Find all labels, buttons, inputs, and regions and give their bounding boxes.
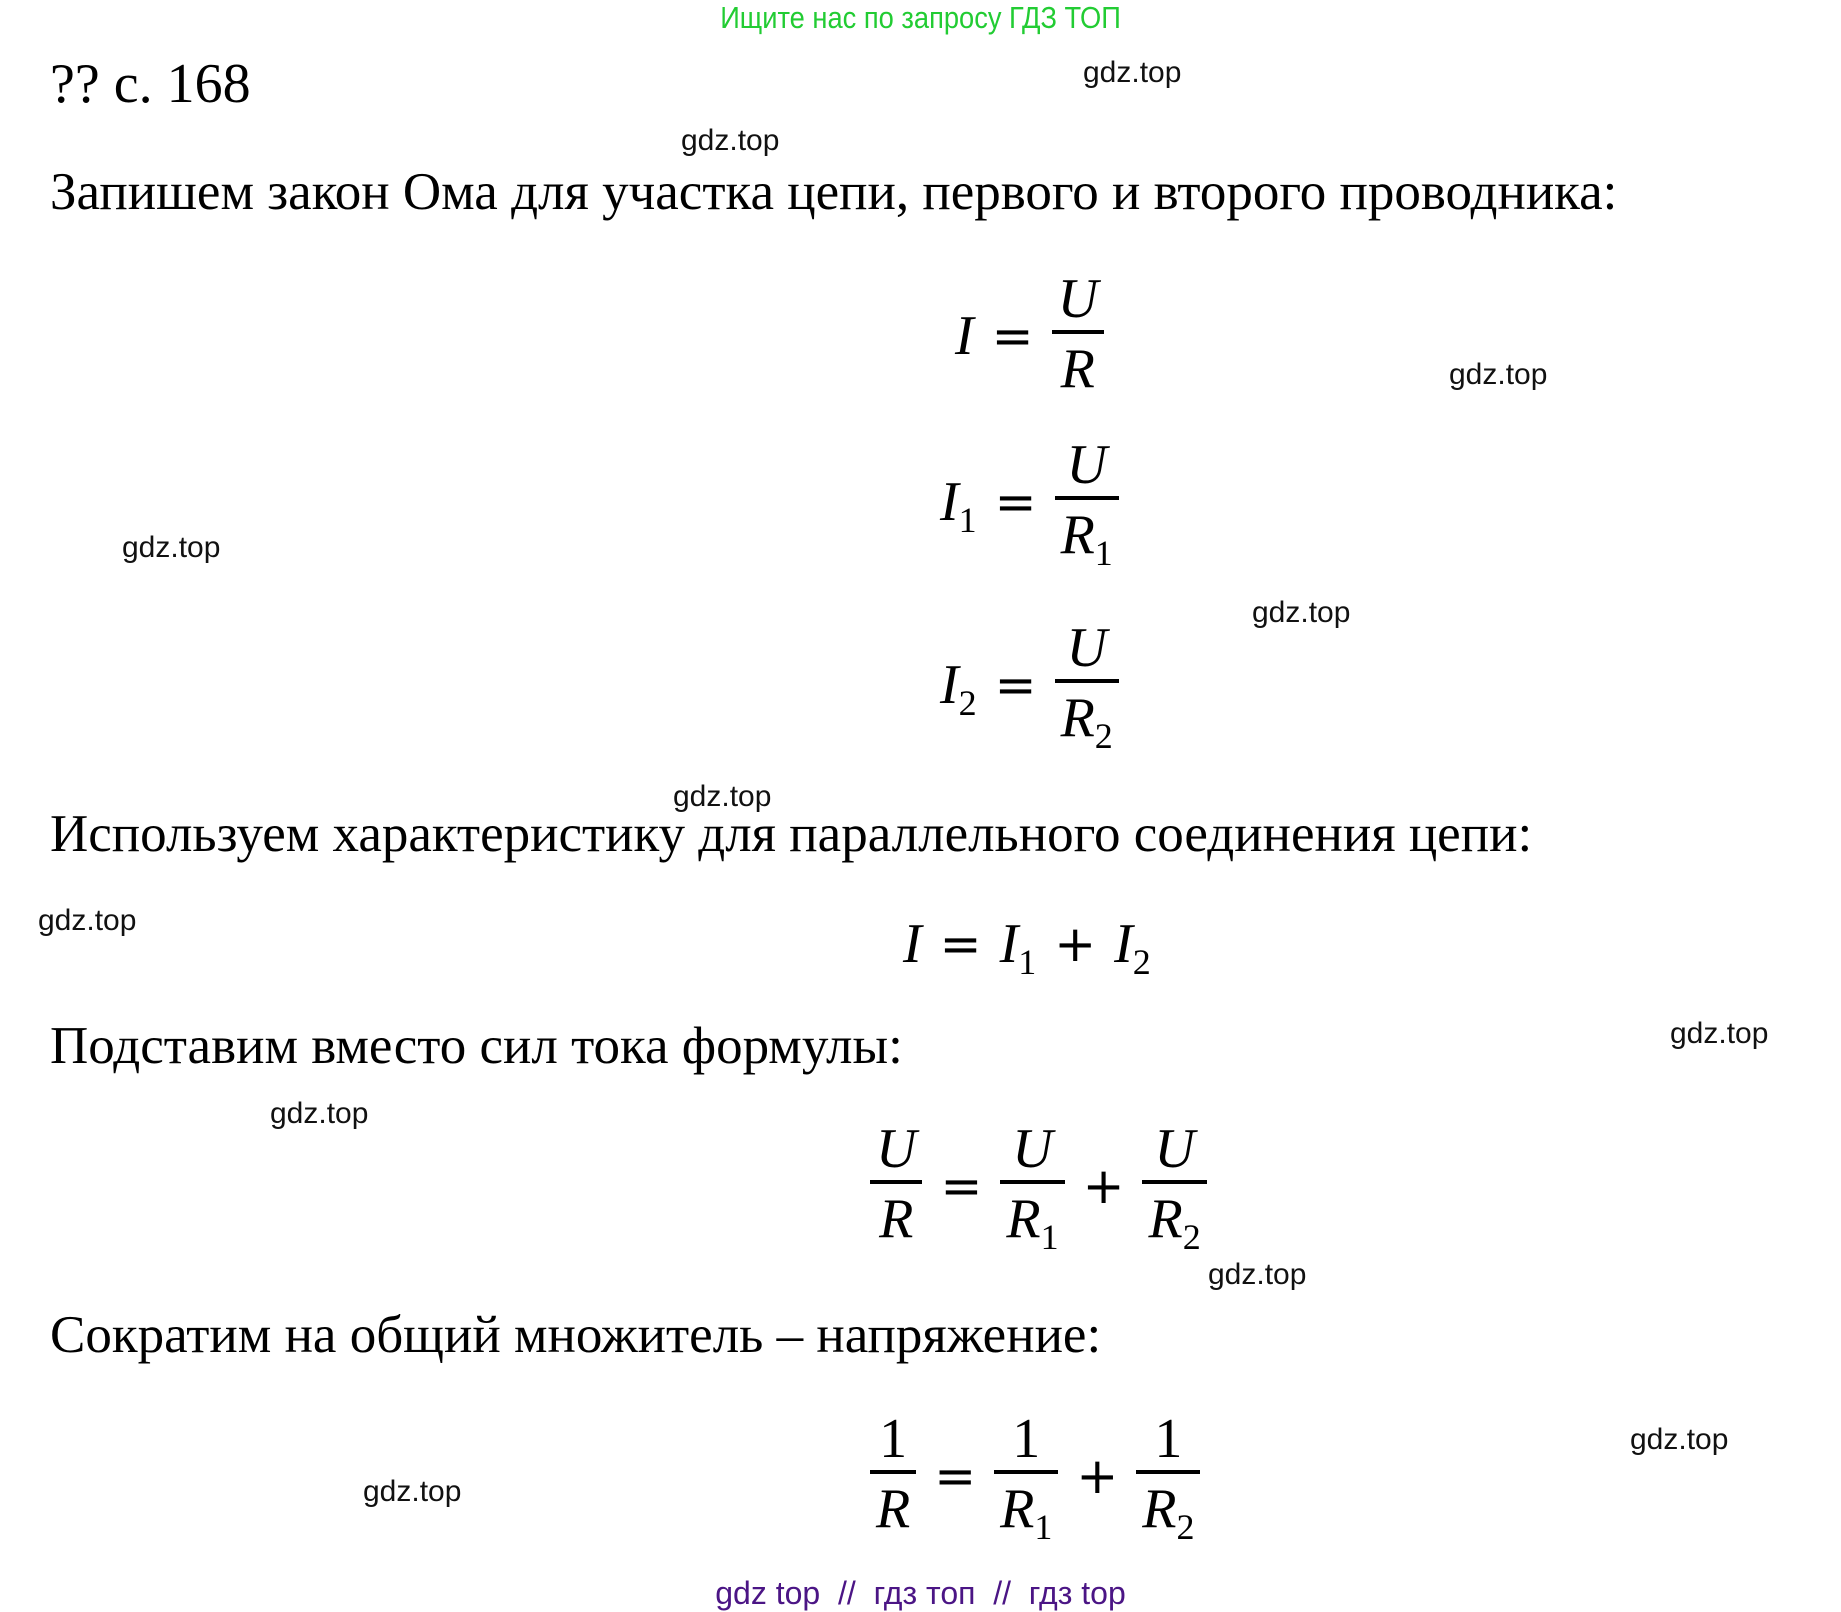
- operator: =: [934, 1447, 977, 1505]
- watermark: gdz.top: [270, 1097, 369, 1130]
- watermark: gdz.top: [1670, 1017, 1769, 1050]
- numerator: 1: [879, 1408, 908, 1470]
- watermark: gdz.top: [122, 531, 221, 564]
- paragraph-reduce: Сократим на общий множитель – напряжение:: [50, 1306, 1102, 1364]
- numerator: 1: [1012, 1408, 1041, 1470]
- numerator: U: [1066, 617, 1107, 679]
- watermark: gdz.top: [38, 904, 137, 937]
- symbol: $I_1$: [999, 913, 1037, 982]
- paragraph-substitute: Подставим вместо сил тока формулы:: [50, 1017, 903, 1075]
- search-banner: Ищите нас по запросу ГДЗ ТОП: [720, 0, 1121, 35]
- denominator: R: [876, 1478, 911, 1540]
- footer-watermark: gdz top // гдз топ // гдз top: [715, 1575, 1126, 1611]
- formula-parallel-resistance: [870, 1408, 1200, 1547]
- fraction: [1142, 1118, 1206, 1257]
- operator: =: [994, 473, 1037, 531]
- numerator: U: [1012, 1118, 1053, 1180]
- paragraph-parallel: Используем характеристику для параллельного соединения цепи:: [50, 805, 1533, 863]
- fraction: [870, 1118, 922, 1254]
- fraction: [1052, 268, 1104, 404]
- formula-ohm-total: [955, 268, 1104, 404]
- operator: =: [940, 1157, 983, 1215]
- formula-substituted: [870, 1118, 1207, 1257]
- symbol: I: [903, 913, 922, 975]
- numerator: U: [876, 1118, 917, 1180]
- watermark: gdz.top: [1208, 1258, 1307, 1291]
- numerator: U: [1154, 1118, 1195, 1180]
- watermark: gdz.top: [673, 780, 772, 813]
- denominator: $R_1$: [1006, 1188, 1059, 1257]
- symbol: $I_2$: [940, 654, 977, 723]
- operator: +: [1082, 1157, 1125, 1215]
- fraction: [994, 1408, 1058, 1547]
- watermark: gdz.top: [1252, 596, 1351, 629]
- operator: =: [994, 656, 1037, 714]
- formula-current-sum: [903, 912, 1151, 982]
- operator: =: [939, 915, 982, 973]
- operator: +: [1076, 1447, 1119, 1505]
- fraction: [1055, 617, 1119, 756]
- watermark: gdz.top: [1083, 56, 1182, 89]
- operator: +: [1054, 915, 1097, 973]
- denominator: R: [879, 1188, 914, 1250]
- numerator: U: [1057, 268, 1099, 330]
- denominator: $R_2$: [1060, 687, 1113, 756]
- watermark: gdz.top: [681, 124, 780, 157]
- fraction: [1055, 434, 1119, 573]
- formula-ohm-second: [940, 617, 1119, 756]
- denominator: $R_1$: [1000, 1478, 1053, 1547]
- fraction: [1136, 1408, 1200, 1547]
- denominator: R: [1060, 338, 1095, 400]
- numerator: U: [1066, 434, 1107, 496]
- numerator: 1: [1154, 1408, 1183, 1470]
- fraction: [870, 1408, 916, 1544]
- fraction: [1000, 1118, 1064, 1257]
- watermark: gdz.top: [363, 1475, 462, 1508]
- denominator: $R_2$: [1142, 1478, 1195, 1547]
- watermark: gdz.top: [1449, 358, 1548, 391]
- operator: =: [991, 307, 1034, 365]
- symbol: $I_2$: [1114, 913, 1151, 982]
- watermark: gdz.top: [1630, 1423, 1729, 1456]
- formula-ohm-first: [940, 434, 1119, 573]
- denominator: $R_1$: [1060, 504, 1113, 573]
- page-title: ?? с. 168: [50, 53, 251, 115]
- denominator: $R_2$: [1148, 1188, 1201, 1257]
- symbol: $I_1$: [940, 471, 977, 540]
- symbol: I: [955, 305, 974, 367]
- paragraph-ohms-law: Запишем закон Ома для участка цепи, первого и второго проводника:: [50, 163, 1618, 221]
